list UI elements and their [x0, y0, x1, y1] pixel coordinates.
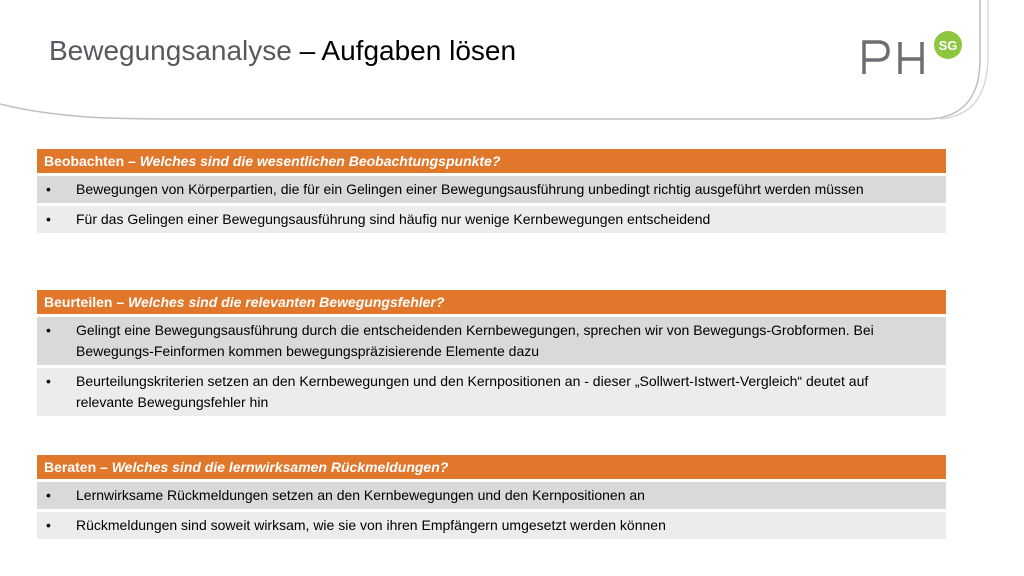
list-item-text: Rückmeldungen sind soweit wirksam, wie sie von ihren Empfängern umgesetzt werden können: [76, 517, 666, 533]
list-item: [37, 206, 946, 233]
page-title-sub: – Aufgaben lösen: [299, 35, 517, 66]
section-beurteilen: [37, 290, 946, 416]
list-item-text: Beurteilungskriterien setzen an den Kernbewegungen und den Kernpositionen an - dieser „Sollwert-Istwert-Vergleich“ deutet auf relevante Bewegungsfehler hin: [76, 373, 869, 410]
list-item-text: Für das Gelingen einer Bewegungsausführung sind häufig nur wenige Kernbewegungen entscheidend: [76, 211, 711, 227]
section-label: Beobachten –: [44, 153, 136, 169]
section-header: [37, 149, 946, 173]
bullet-icon: •: [46, 517, 51, 533]
list-item: [37, 368, 946, 416]
section-question: Welches sind die relevanten Bewegungsfehler?: [128, 294, 445, 310]
bullet-icon: •: [46, 211, 51, 227]
list-item-text: Bewegungen von Körperpartien, die für ein Gelingen einer Bewegungsausführung unbedingt richtig ausgeführt werden müssen: [76, 181, 864, 197]
list-item-text: Gelingt eine Bewegungsausführung durch die entscheidenden Kernbewegungen, sprechen wir von Bewegungs-Grobformen. Bei Bewegungs-Feinformen kommen bewegungspräzisierende Elemente dazu: [76, 322, 874, 359]
page-title-main: Bewegungsanalyse: [49, 35, 292, 66]
section-label: Beurteilen –: [44, 294, 125, 310]
list-item: [37, 317, 946, 365]
section-header: [37, 290, 946, 314]
list-item: [37, 512, 946, 539]
ph-sg-logo: [860, 30, 964, 78]
list-item: [37, 176, 946, 203]
bullet-icon: •: [46, 322, 51, 338]
logo-badge-text: SG: [938, 38, 958, 53]
bullet-icon: •: [46, 373, 51, 389]
bullet-icon: •: [46, 181, 51, 197]
list-item: [37, 482, 946, 509]
section-beobachten: [37, 149, 946, 233]
section-beraten: [37, 455, 946, 539]
section-label: Beraten –: [44, 459, 108, 475]
section-question: Welches sind die wesentlichen Beobachtungspunkte?: [139, 153, 501, 169]
section-question: Welches sind die lernwirksamen Rückmeldungen?: [111, 459, 449, 475]
page-title: [49, 35, 516, 67]
bullet-icon: •: [46, 487, 51, 503]
section-header: [37, 455, 946, 479]
list-item-text: Lernwirksame Rückmeldungen setzen an den Kernbewegungen und den Kernpositionen an: [76, 487, 645, 503]
